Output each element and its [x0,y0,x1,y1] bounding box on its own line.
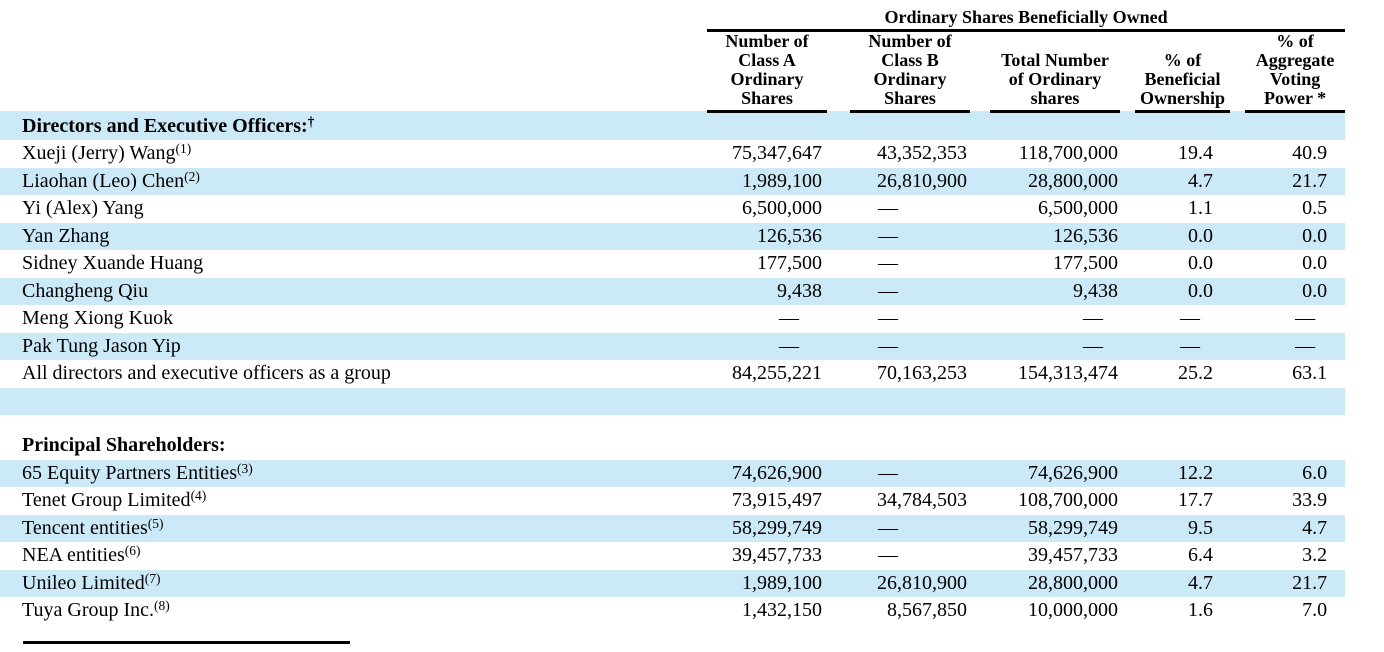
section-title: Directors and Executive Officers:† [0,111,1345,140]
table-row [0,305,1345,333]
shareholder-name: Yan Zhang [0,223,707,251]
cell-pct-aggregate-voting-power: 7.0 [1302,599,1328,621]
column-gap [970,168,990,196]
cell-total-shares: 154,313,474 [1018,362,1118,384]
header-gap [1120,30,1135,111]
column-gap [970,597,990,625]
cell-class-b-shares: — [850,223,970,251]
column-gap [1230,250,1245,278]
column-gap [1230,168,1245,196]
cell-pct-beneficial-ownership: 0.0 [1188,252,1213,274]
cell-class-a-shares: 75,347,647 [732,142,822,164]
shareholder-name: Changheng Qiu [0,278,707,306]
shareholder-name: Tuya Group Inc.$^{(8)}$ [22,598,170,621]
cell-total-shares: 74,626,900 [990,460,1120,488]
cell-class-b-shares: 26,810,900 [850,570,970,598]
cell-class-b-shares: — [850,333,970,361]
column-gap [827,223,850,251]
column-gap [827,140,850,168]
column-gap [1230,542,1245,570]
column-gap [1120,278,1135,306]
column-gap [827,460,850,488]
cell-pct-aggregate-voting-power: 0.5 [1302,197,1328,219]
table-row [0,460,1345,488]
cell-class-b-shares: — [878,307,898,329]
table-row [0,360,1345,388]
column-gap [970,278,990,306]
footnote-ref: † [307,113,315,129]
cell-pct-aggregate-voting-power: — [1295,307,1316,329]
column-gap [827,360,850,388]
cell-class-b-shares: — [878,197,898,219]
shareholder-name: Sidney Xuande Huang [22,252,204,274]
shareholder-name: Tencent entities$^{(5)}$ [0,515,707,543]
column-gap [1120,250,1135,278]
column-gap [970,542,990,570]
cell-pct-aggregate-voting-power: 33.9 [1292,489,1328,511]
column-gap [1120,223,1135,251]
footnote-ref: (2) [184,168,200,184]
column-gap [970,515,990,543]
column-gap [1230,333,1245,361]
cell-total-shares: 9,438 [990,278,1120,306]
shareholder-name: All directors and executive officers as a group [22,362,391,384]
cell-class-b-shares: 70,163,253 [877,362,967,384]
cell-total-shares: 39,457,733 [1028,544,1118,566]
shareholder-name: NEA entities$^{(6)}$ [22,543,141,566]
cell-pct-aggregate-voting-power: 3.2 [1302,544,1328,566]
column-gap [1120,360,1135,388]
cell-class-b-shares: 43,352,353 [877,142,967,164]
column-gap [1120,460,1135,488]
cell-pct-aggregate-voting-power: 0.0 [1302,252,1328,274]
column-gap [827,487,850,515]
cell-pct-aggregate-voting-power: 4.7 [1245,515,1345,543]
column-gap [1230,223,1245,251]
group-header-row [0,0,1345,30]
shareholder-name: 65 Equity Partners Entities$^{(3)}$ [0,460,707,488]
column-gap [1230,515,1245,543]
cell-total-shares: 126,536 [990,223,1120,251]
column-gap [1120,597,1135,625]
cell-class-a-shares: 1,989,100 [707,570,827,598]
section-header-row [0,111,1345,140]
column-gap [970,250,990,278]
table-row [0,570,1345,598]
cell-total-shares: 118,700,000 [1018,142,1118,164]
cell-class-a-shares: 6,500,000 [742,197,822,219]
column-gap [827,542,850,570]
footnote-ref: (7) [144,570,161,586]
cell-pct-beneficial-ownership: 25.2 [1178,362,1213,384]
shareholder-name: Tenet Group Limited$^{(4)}$ [22,488,207,511]
table-row [0,278,1345,306]
column-gap [1120,570,1135,598]
col-header-pct-aggregate-voting-power: % of Aggregate Voting Power * [1245,30,1345,111]
cell-pct-beneficial-ownership: 1.6 [1188,599,1213,621]
shareholder-name: Liaohan (Leo) Chen$^{(2)}$ [0,168,707,196]
col-header-pct-beneficial-ownership: % of Beneficial Ownership [1135,30,1230,111]
corner-cell [0,0,707,30]
cell-pct-beneficial-ownership: 1.1 [1188,197,1213,219]
column-gap [1230,140,1245,168]
cell-total-shares: 10,000,000 [1028,599,1118,621]
col-header-total-shares: Total Number of Ordinary shares [990,30,1120,111]
column-gap [827,570,850,598]
cell-total-shares: 58,299,749 [990,515,1120,543]
column-gap [827,250,850,278]
cell-pct-beneficial-ownership: 4.7 [1135,570,1230,598]
header-gap [1230,30,1245,111]
cell-class-a-shares: 9,438 [707,278,827,306]
cell-class-a-shares: 1,432,150 [742,599,822,621]
column-gap [827,278,850,306]
column-gap [970,223,990,251]
column-gap [1230,278,1245,306]
column-gap [1230,487,1245,515]
cell-class-b-shares: 26,810,900 [850,168,970,196]
table-row [0,515,1345,543]
cell-pct-beneficial-ownership: 9.5 [1135,515,1230,543]
cell-pct-beneficial-ownership: 0.0 [1135,278,1230,306]
footnote-ref: (4) [190,488,207,503]
cell-pct-beneficial-ownership: 6.4 [1188,544,1213,566]
table-row [0,333,1345,361]
footnote-ref: (5) [147,515,164,531]
cell-pct-aggregate-voting-power: 0.0 [1245,278,1345,306]
column-gap [827,333,850,361]
cell-class-a-shares: 58,299,749 [707,515,827,543]
header-gap [970,30,990,111]
table-row [0,542,1345,570]
cell-pct-beneficial-ownership: 19.4 [1178,142,1213,164]
cell-pct-beneficial-ownership: 17.7 [1178,489,1213,511]
footnote-ref: (8) [154,598,170,613]
column-gap [970,460,990,488]
group-header: Ordinary Shares Beneficially Owned [707,0,1345,30]
cell-pct-aggregate-voting-power: 6.0 [1245,460,1345,488]
header-gap [827,30,850,111]
footnote-ref: (6) [124,543,141,558]
cell-total-shares: — [1083,307,1103,329]
table-body [0,111,1345,625]
cell-class-a-shares: 84,255,221 [732,362,822,384]
shareholder-name: Pak Tung Jason Yip [0,333,707,361]
cell-pct-beneficial-ownership: 0.0 [1135,223,1230,251]
cell-total-shares: 108,700,000 [1018,489,1118,511]
name-column-header [0,30,707,111]
column-gap [1230,305,1245,333]
column-gap [970,333,990,361]
cell-pct-beneficial-ownership: — [1135,333,1230,361]
column-gap [1230,460,1245,488]
cell-pct-aggregate-voting-power: 21.7 [1245,570,1345,598]
column-gap [970,195,990,223]
cell-pct-aggregate-voting-power: 40.9 [1292,142,1328,164]
footnote-ref: (3) [236,460,253,476]
column-gap [970,360,990,388]
column-gap [1230,360,1245,388]
cell-pct-aggregate-voting-power: 21.7 [1245,168,1345,196]
table-row [0,195,1345,223]
column-gap [827,195,850,223]
table-row [0,487,1345,515]
column-gap [1120,542,1135,570]
cell-total-shares: 28,800,000 [990,570,1120,598]
column-gap [970,487,990,515]
cell-class-a-shares: 177,500 [757,252,822,274]
column-gap [1120,140,1135,168]
column-gap [1230,195,1245,223]
cell-class-a-shares: — [707,333,827,361]
cell-pct-aggregate-voting-power: 0.0 [1245,223,1345,251]
cell-class-b-shares: 8,567,850 [887,599,967,621]
column-gap [827,515,850,543]
cell-class-a-shares: 126,536 [707,223,827,251]
cell-class-b-shares: — [878,544,898,566]
spacer-row [0,415,1345,432]
cell-class-b-shares: — [850,515,970,543]
column-gap [970,570,990,598]
col-header-class-a-shares: Number of Class A Ordinary Shares [707,30,827,111]
column-gap [970,140,990,168]
cell-pct-beneficial-ownership: 12.2 [1135,460,1230,488]
column-gap [827,305,850,333]
table-header [0,0,1345,111]
column-gap [970,305,990,333]
shareholder-name: Xueji (Jerry) Wang$^{(1)}$ [22,141,192,164]
table-row [0,140,1345,168]
column-gap [1120,305,1135,333]
cell-class-a-shares: 74,626,900 [707,460,827,488]
column-gap [1230,570,1245,598]
table-row [0,223,1345,251]
column-gap [1120,515,1135,543]
cell-pct-beneficial-ownership: 4.7 [1135,168,1230,196]
shareholder-name: Unileo Limited$^{(7)}$ [0,570,707,598]
footnote-ref: (1) [175,141,192,156]
cell-class-a-shares: 73,915,497 [732,489,822,511]
section-header-row [0,432,1345,460]
column-header-row [0,30,1345,111]
shareholder-name: Meng Xiong Kuok [22,307,174,329]
cell-pct-aggregate-voting-power: — [1245,333,1345,361]
cell-class-a-shares: 39,457,733 [732,544,822,566]
column-gap [1120,333,1135,361]
section-title: Principal Shareholders: [22,434,226,456]
cell-total-shares: 6,500,000 [1038,197,1118,219]
cell-class-b-shares: 34,784,503 [877,489,967,511]
cell-pct-aggregate-voting-power: 63.1 [1292,362,1328,384]
column-gap [827,168,850,196]
column-gap [1120,168,1135,196]
cell-total-shares: 28,800,000 [990,168,1120,196]
table-row [0,250,1345,278]
empty-cell [0,415,1345,432]
table-row [0,168,1345,196]
cell-pct-beneficial-ownership: — [1180,307,1200,329]
col-header-class-b-shares: Number of Class B Ordinary Shares [850,30,970,111]
blank-row [0,388,1345,416]
shareholder-name: Yi (Alex) Yang [22,197,144,219]
table-row [0,597,1345,625]
column-gap [827,597,850,625]
cell-total-shares: 177,500 [1053,252,1118,274]
column-gap [1230,597,1245,625]
cell-class-a-shares: — [779,307,799,329]
empty-cell [0,388,1345,416]
column-gap [1120,487,1135,515]
column-gap [1120,195,1135,223]
cell-class-b-shares: — [850,278,970,306]
footnote-divider [23,641,350,644]
cell-class-a-shares: 1,989,100 [707,168,827,196]
cell-class-b-shares: — [850,460,970,488]
cell-class-b-shares: — [878,252,898,274]
cell-total-shares: — [990,333,1120,361]
